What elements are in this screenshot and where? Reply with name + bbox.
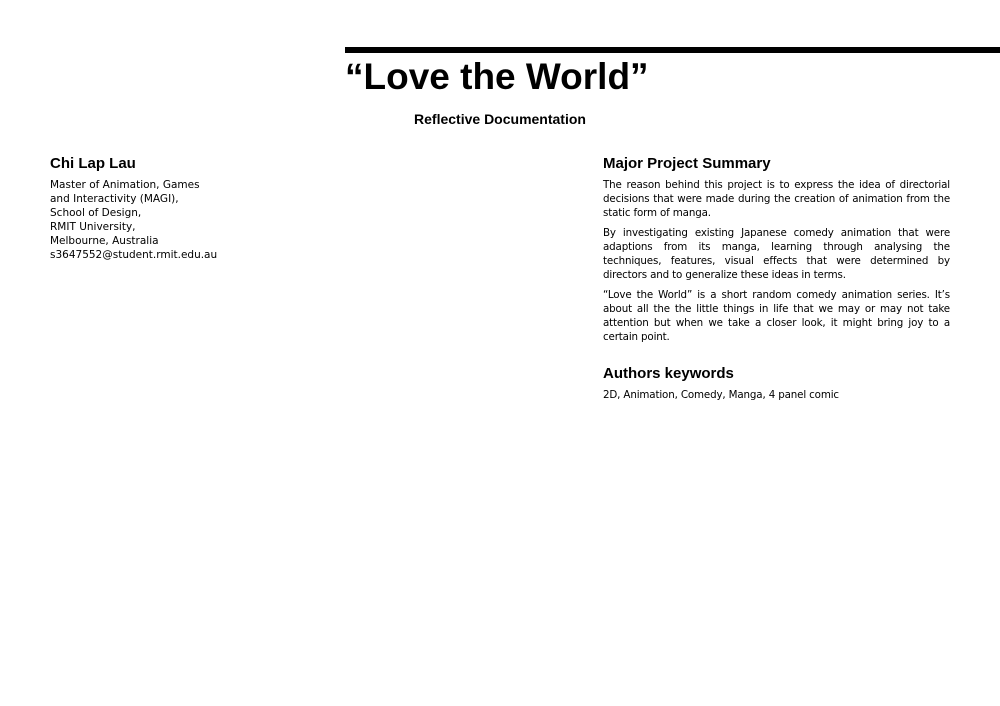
author-line-program-cont: and Interactivity (MAGI), (50, 193, 179, 205)
keywords-section (603, 364, 950, 402)
author-line-program: Master of Animation, Games (50, 179, 200, 191)
author-line-email: s3647552@student.rmit.edu.au (50, 249, 218, 261)
summary-paragraph: The reason behind this project is to express the idea of directorial decisions that were made during the creation of animation from the static form of manga. (603, 179, 950, 219)
author-name: Chi Lap Lau (50, 155, 136, 172)
summary-paragraph: “Love the World” is a short random comedy animation series. It’s about all the the little things in life that we may or may not take attention but when we take a closer look, it might bring joy to a certain point. (603, 289, 950, 343)
document-subtitle: Reflective Documentation (414, 111, 586, 127)
author-line-location: Melbourne, Australia (50, 235, 159, 247)
keywords-list: 2D, Animation, Comedy, Manga, 4 panel comic (603, 389, 839, 401)
author-affiliation (50, 178, 310, 262)
keywords-heading: Authors keywords (603, 365, 734, 382)
document-title: “Love the World” (345, 56, 649, 97)
summary-paragraph: By investigating existing Japanese comedy animation that were adaptions from its manga, learning through analysing the techniques, features, visual effects that were determined by directors and to generalize these ideas in terms. (603, 227, 950, 281)
author-line-school: School of Design, (50, 207, 142, 219)
title-rule (345, 47, 1000, 53)
project-summary-section (603, 154, 950, 350)
author-line-university: RMIT University, (50, 221, 136, 233)
summary-heading: Major Project Summary (603, 155, 771, 172)
author-block (50, 154, 310, 262)
